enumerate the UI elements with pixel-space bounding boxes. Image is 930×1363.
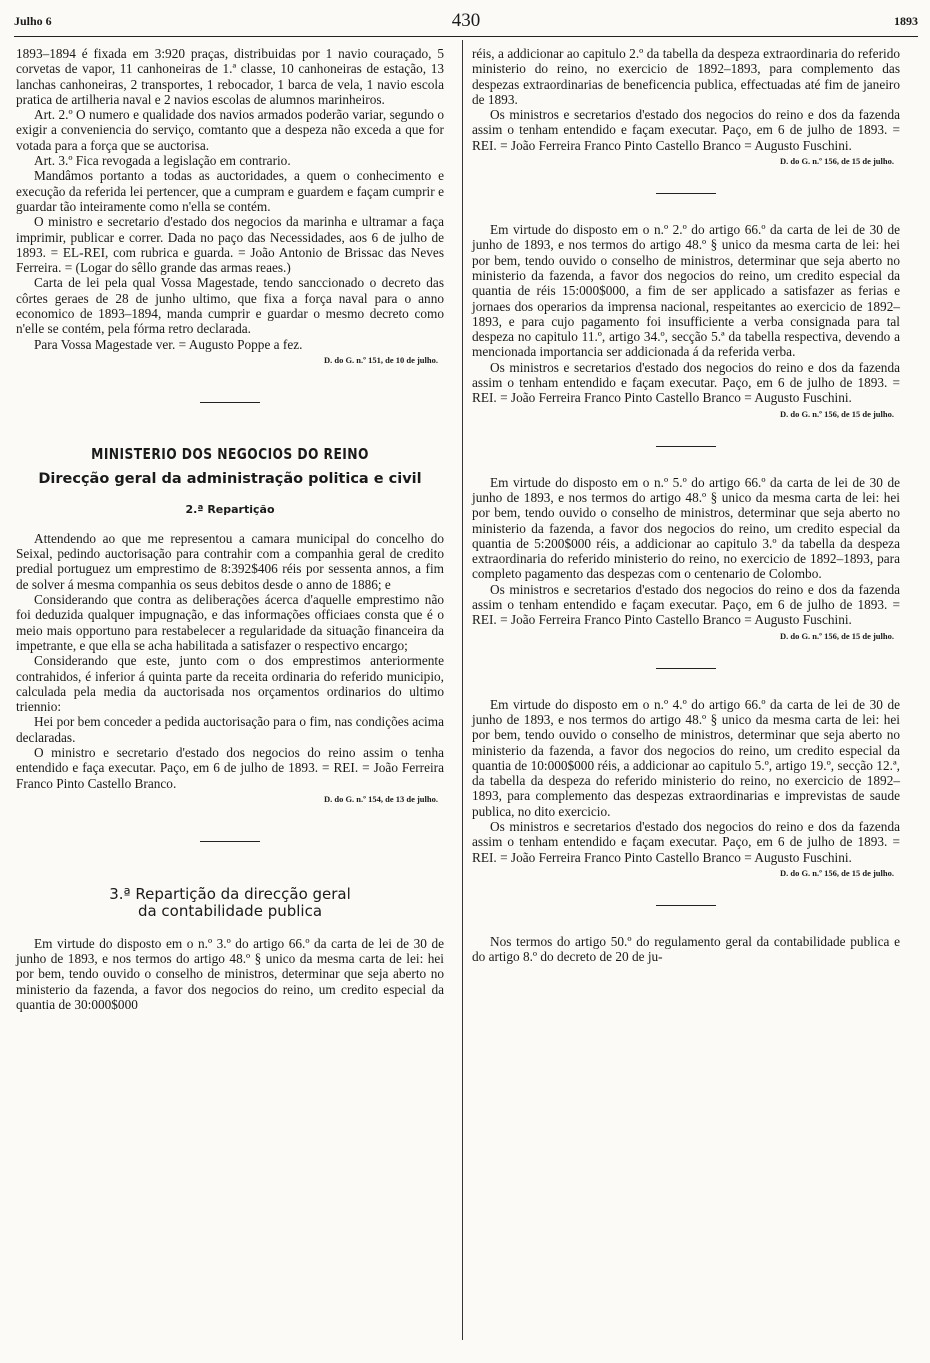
section-separator xyxy=(656,193,716,194)
paragraph: Em virtude do disposto em o n.º 3.º do artigo 66.º da carta de lei de 30 de junho de 1893, e nos termos do artigo 48.º § unico da mesma carta de lei: hei por bem, tendo ouvido o conselho de ministros, determinar que seja aberto no ministerio da fazenda, a favor dos negocios do reino, um credito especial da quantia de 30:000$000 xyxy=(16,935,444,1013)
section-separator xyxy=(200,841,260,842)
paragraph: Nos termos do artigo 50.º do regulamento geral da contabilidade publica e do artigo 8.º do decreto de 20 de ju- xyxy=(472,933,900,965)
right-column xyxy=(472,46,900,964)
paragraph: Em virtude do disposto em o n.º 5.º do artigo 66.º da carta de lei de 30 de junho de 1893, e nos termos do artigo 48.º § unico da mesma carta de lei: hei por bem, tendo ouvido o conselho de ministros, determinar que seja aberto no ministerio da fazenda, a favor dos negocios do reino, um credito especial da quantia de 5:200$000 réis, a addicionar ao capitulo 3.º da tabella da despeza extraordinaria do referido ministerio do reino, no exercicio de 1892–1893, para completo pagamento das despezas com o centenario de Colombo. xyxy=(472,474,900,582)
paragraph: Para Vossa Magestade ver. = Augusto Poppe a fez. xyxy=(34,336,303,352)
paragraph: Hei por bem conceder a pedida auctorisação para o fim, nas condições acima declaradas. xyxy=(16,714,444,745)
paragraph: Carta de lei pela qual Vossa Magestade, tendo sanccionado o decreto das côrtes geraes de 28 de junho ultimo, que fixa a força naval para o anno economico de 1893–1894, manda cumprir e guardar o mesmo decreto como n'elle se contém, pela fórma retro declarada. xyxy=(16,275,444,337)
paragraph: Os ministros e secretarios d'estado dos negocios do reino e dos da fazenda assim o tenham entendido e façam executar. Paço, em 6 de julho de 1893. = REI. = João Ferreira Franco Pinto Castello Branco = Augusto Fuschini. xyxy=(472,359,900,406)
section-separator xyxy=(656,668,716,669)
paragraph: Em virtude do disposto em o n.º 2.º do artigo 66.º da carta de lei de 30 de junho de 1893, e nos termos do artigo 48.º § unico da mesma carta de lei: hei por bem, tendo ouvido o conselho de ministros, determinar que seja aberto no ministerio da fazenda, a favor dos negocios do reino, um credito especial da quantia de réis 15:000$000, a fim de ser applicado a satisfazer as ferias e jornaes dos operarios da imprensa nacional, respeitantes ao exercicio de 1892–1893, e para cujo pagamento foi insufficiente a verba consignada para tal despeza no capitulo 11.º, artigo 34.º, secção 5.ª da tabella respectiva, devendo a mencionada importancia ser addicionada á da referida verba. xyxy=(472,222,900,360)
left-column xyxy=(16,46,444,1012)
header-rule xyxy=(14,36,918,37)
source-citation: D. do G. n.º 156, de 15 de julho. xyxy=(779,408,894,419)
source-citation: D. do G. n.º 156, de 15 de julho. xyxy=(779,630,894,641)
paragraph: Art. 2.º O numero e qualidade dos navios armados poderão variar, segundo o exigir a conveniencia do serviço, comtanto que a despeza não exceda a que for votada para a força que se auctorisa. xyxy=(16,107,444,153)
page-number: 430 xyxy=(451,10,481,31)
paragraph: Attendendo ao que me representou a camara municipal do concelho do Seixal, pedindo auctorisação para contrahir com a companhia geral de credito predial portuguez um emprestimo de 8:392$406 réis por sessenta annos, a fim de solver á mesma companhia os seus debitos desde o anno de 1886; e xyxy=(16,530,444,592)
repartition-title: 2.ª Repartição xyxy=(185,502,275,516)
paragraph: Os ministros e secretarios d'estado dos negocios do reino e dos da fazenda assim o tenham entendido e façam executar. Paço, em 6 de julho de 1893. = REI. = João Ferreira Franco Pinto Castello Branco = Augusto Fuschini. xyxy=(472,818,900,865)
source-citation: D. do G. n.º 151, de 10 de julho. xyxy=(323,354,438,365)
header-year: 1893 xyxy=(894,14,918,28)
paragraph: Art. 3.º Fica revogada a legislação em contrario. xyxy=(34,153,291,169)
paragraph: Em virtude do disposto em o n.º 4.º do artigo 66.º da carta de lei de 30 de junho de 1893, e nos termos do artigo 48.º § unico da mesma carta de lei: hei por bem, tendo ouvido o conselho de ministros, determinar que seja aberto no ministerio da fazenda, a favor dos negocios do reino, um credito especial da quantia de 10:000$000 réis, a addicionar ao capitulo 5.º, artigo 19.º, secção 12.ª, da tabella da despeza do referido ministerio do reino, no exercicio de 1892–1893, para complemento das despezas extraordinarias e imprevistas de saude publica, no dito exercicio. xyxy=(472,696,900,819)
source-citation: D. do G. n.º 156, de 15 de julho. xyxy=(779,867,894,878)
paragraph: Mandâmos portanto a todas as auctoridades, a quem o conhecimento e execução da referida lei pertencer, que a cumpram e guardem e façam cumprir e guardar tão inteiramente como n'ella se contém. xyxy=(16,168,444,214)
section-separator xyxy=(656,446,716,447)
header-date: Julho 6 xyxy=(14,14,52,28)
contabilidade-title-line-2: da contabilidade publica xyxy=(137,901,323,920)
paragraph: Os ministros e secretarios d'estado dos negocios do reino e dos da fazenda assim o tenham entendido e façam executar. Paço, em 6 de julho de 1893. = REI. = João Ferreira Franco Pinto Castello Branco = Augusto Fuschini. xyxy=(472,107,900,153)
paragraph: O ministro e secretario d'estado dos negocios da marinha e ultramar a faça imprimir, publicar e correr. Dada no paço das Necessidades, aos 6 de julho de 1893. = EL-REI, com rubrica e guarda. = João Antonio de Brissac das Neves Ferreira. = (Logar do sêllo grande das armas reaes.) xyxy=(16,214,444,276)
paragraph: 1893–1894 é fixada em 3:920 praças, distribuidas por 1 navio couraçado, 5 corvetas de vapor, 11 canhoneiras de 1.ª classe, 10 canhoneiras de estação, 13 lanchas canhoneiras, 2 transportes, 1 rebocador, 1 barca de vela, 1 navio escola pratica de artilheria naval e 2 navios escolas de alumnos marinheiros. xyxy=(16,46,444,107)
section-separator xyxy=(200,402,260,403)
contabilidade-title-line-1: 3.ª Repartição da direcção geral xyxy=(109,884,351,903)
source-citation: D. do G. n.º 156, de 15 de julho. xyxy=(779,156,894,167)
source-citation: D. do G. n.º 154, de 13 de julho. xyxy=(323,793,438,804)
direction-title: Direcção geral da administração politica e civil xyxy=(38,471,422,488)
paragraph: Os ministros e secretarios d'estado dos negocios do reino e dos da fazenda assim o tenham entendido e façam executar. Paço, em 6 de julho de 1893. = REI. = João Ferreira Franco Pinto Castello Branco = Augusto Fuschini. xyxy=(472,581,900,628)
page-header xyxy=(14,10,918,34)
ministry-title: MINISTERIO DOS NEGOCIOS DO REINO xyxy=(91,444,369,463)
paragraph: O ministro e secretario d'estado dos negocios do reino assim o tenha entendido e faça executar. Paço, em 6 de julho de 1893. = REI. = João Ferreira Franco Pinto Castello Branco. xyxy=(16,744,444,791)
paragraph: Considerando que contra as deliberações ácerca d'aquelle emprestimo não foi deduzida qualquer impugnação, e das informações officiaes consta que é o meio mais opportuno para restabelecer a regularidade da situação financeira da impetrante, e que ella se acha habilitada a satisfazer o respectivo encargo; xyxy=(16,592,444,653)
section-separator xyxy=(656,905,716,906)
column-divider xyxy=(462,40,463,1340)
paragraph: Considerando que este, junto com o dos emprestimos anteriormente contrahidos, é inferior á quinta parte da receita ordinaria do referido municipio, calculada pela media da auctorisada nos orçamentos ordinarios do ultimo triennio: xyxy=(16,653,444,715)
contabilidade-title xyxy=(16,886,444,920)
paragraph: réis, a addicionar ao capitulo 2.º da tabella da despeza extraordinaria do referido ministerio do reino, no exercicio de 1892–1893, para complemento das despezas extraordinarias de beneficencia publica, effectuadas até fim de janeiro de 1893. xyxy=(472,46,900,107)
